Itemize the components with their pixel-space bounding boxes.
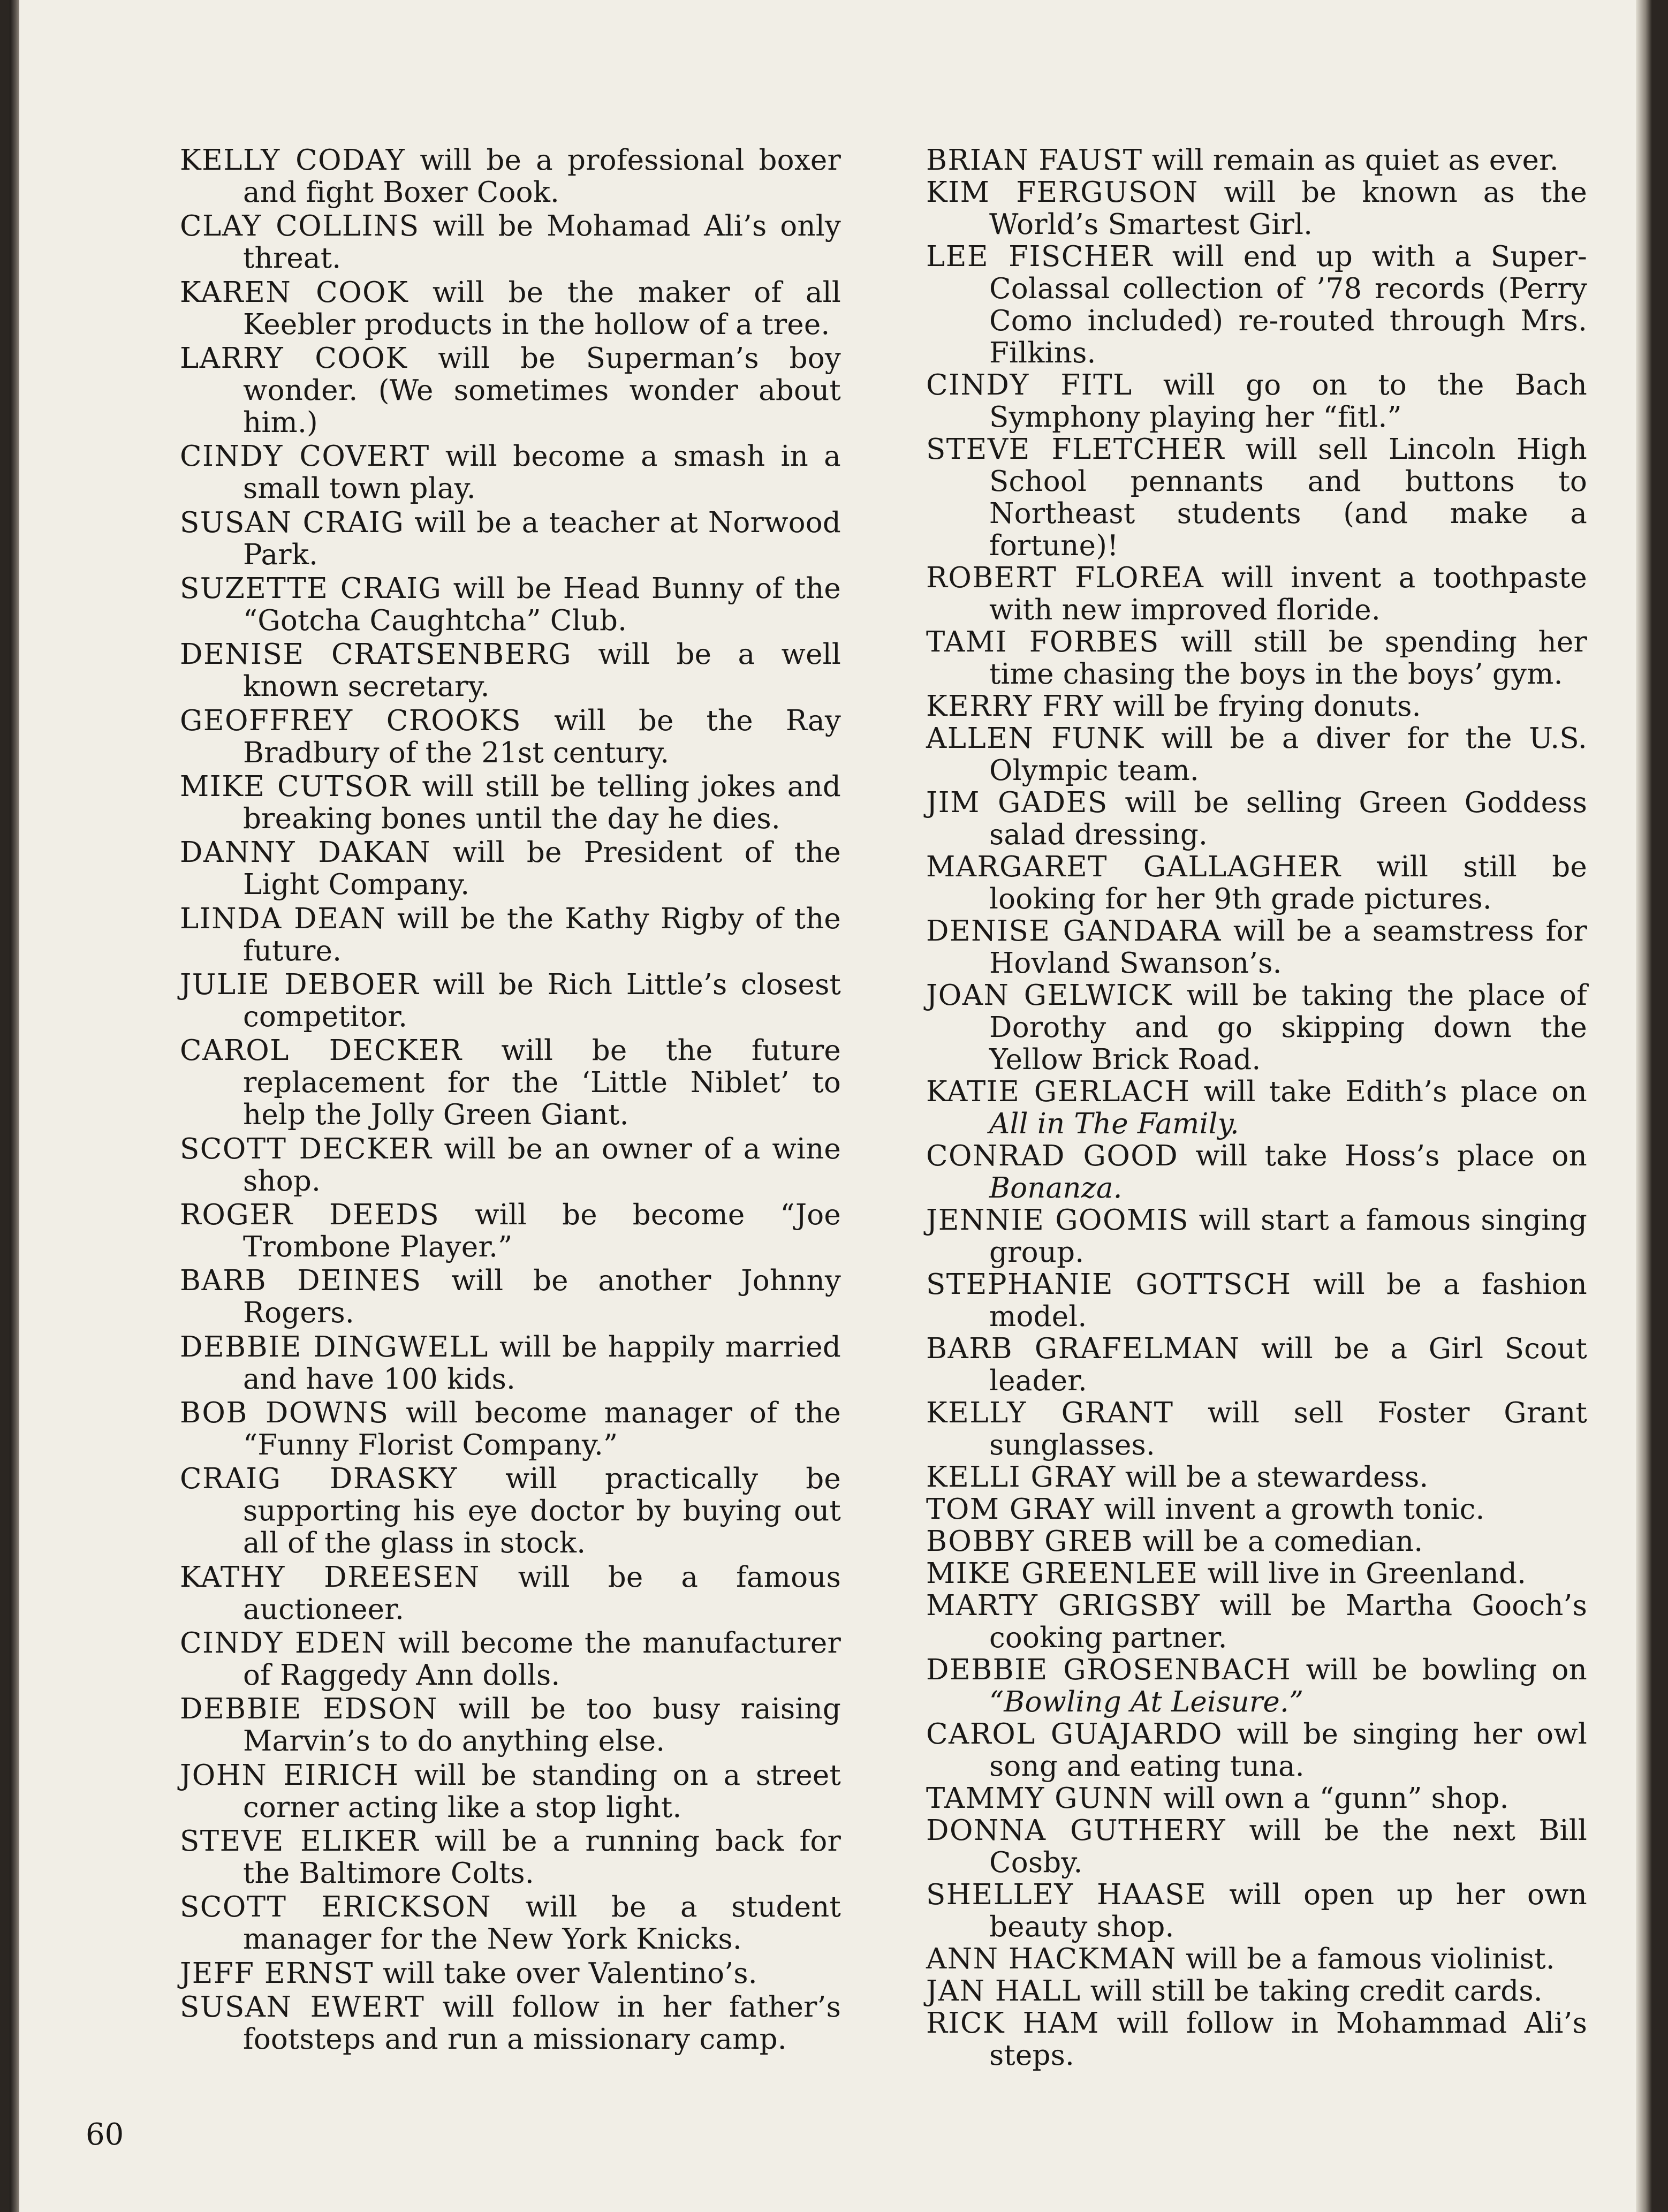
prophecy-text: will be Superman’s boy wonder. (We sometimes wonder about him.)	[243, 342, 841, 439]
student-name: DONNA GUTHERY	[926, 1814, 1226, 1847]
student-name: KELLI GRAY	[926, 1461, 1116, 1494]
prophecy-text: will be another Johnny Rogers.	[243, 1264, 841, 1330]
student-name: KIM FERGUSON	[926, 176, 1199, 209]
page-right-edge	[1636, 0, 1652, 2212]
student-name: BARB DEINES	[180, 1264, 422, 1298]
left-column	[180, 145, 841, 2056]
prophecy-entry	[180, 903, 841, 967]
prophecy-text: will be happily married and have 100 kids.	[243, 1330, 841, 1396]
student-name: GEOFFREY CROOKS	[180, 704, 522, 737]
prophecy-entry	[926, 1269, 1587, 1333]
student-name: SUZETTE CRAIG	[180, 572, 442, 605]
prophecy-entry	[926, 562, 1587, 626]
prophecy-text: will be frying donuts.	[1112, 690, 1421, 723]
student-name: CLAY COLLINS	[180, 210, 420, 243]
prophecy-text: will be the Ray Bradbury of the 21st century.	[243, 704, 841, 769]
student-name: ALLEN FUNK	[926, 722, 1144, 755]
prophecy-text: will still be spending her time chasing the boys in the boys’ gym.	[989, 626, 1587, 691]
prophecy-text: will be singing her owl song and eating tuna.	[989, 1718, 1587, 1783]
prophecy-entry	[180, 705, 841, 769]
prophecy-text: will still be taking credit cards.	[1090, 1975, 1543, 2008]
prophecy-entry	[926, 1975, 1587, 2008]
prophecy-text: will sell Lincoln High School pennants and buttons to Northeast students (and make a fortune)!	[989, 433, 1587, 562]
student-name: SUSAN CRAIG	[180, 506, 405, 539]
prophecy-entry	[926, 1718, 1587, 1783]
prophecy-text: will be a running back for the Baltimore Colts.	[243, 1824, 841, 1890]
show-title: All in The Family.	[989, 1108, 1239, 1140]
student-name: TAMMY GUNN	[926, 1782, 1154, 1815]
student-name: MIKE GREENLEE	[926, 1557, 1199, 1590]
prophecy-text: will be a famous auctioneer.	[243, 1560, 841, 1626]
right-column	[926, 145, 1587, 2072]
prophecy-text: will take Hoss’s place on	[1195, 1140, 1587, 1172]
prophecy-text: will be the maker of all Keebler products in the hollow of a tree.	[243, 276, 841, 341]
student-name: MARGARET GALLAGHER	[926, 851, 1341, 883]
prophecy-entry	[926, 723, 1587, 787]
prophecy-entry	[180, 1265, 841, 1329]
prophecy-text: will be Head Bunny of the “Gotcha Caughtcha” Club.	[243, 572, 841, 637]
student-name: JAN HALL	[926, 1975, 1081, 2008]
student-name: DENISE CRATSENBERG	[180, 638, 572, 671]
student-name: STEVE ELIKER	[180, 1824, 420, 1858]
prophecy-text: will be Mohamad Ali’s only threat.	[243, 210, 841, 275]
prophecy-entry	[180, 1463, 841, 1559]
prophecy-text: will follow in Mohammad Ali’s steps.	[989, 2007, 1587, 2072]
prophecy-entry	[926, 2008, 1587, 2072]
prophecy-text: will be a famous violinist.	[1186, 1943, 1555, 1975]
student-name: SCOTT ERICKSON	[180, 1891, 492, 1924]
student-name: JULIE DEBOER	[180, 968, 420, 1001]
prophecy-entry	[926, 1333, 1587, 1397]
student-name: DANNY DAKAN	[180, 836, 431, 869]
student-name: CAROL GUAJARDO	[926, 1718, 1223, 1751]
prophecy-entry	[926, 1943, 1587, 1975]
prophecy-entry	[180, 507, 841, 571]
prophecy-entry	[926, 1558, 1587, 1590]
student-name: DEBBIE EDSON	[180, 1693, 438, 1726]
prophecy-text: will be taking the place of Dorothy and go skipping down the Yellow Brick Road.	[989, 979, 1587, 1076]
prophecy-entry	[926, 177, 1587, 241]
prophecy-text: will invent a growth tonic.	[1104, 1493, 1485, 1526]
prophecy-text: will take over Valentino’s.	[383, 1957, 757, 1990]
prophecy-text: will practically be supporting his eye doctor by buying out all of the glass in stock.	[243, 1463, 841, 1560]
prophecy-entry	[926, 1526, 1587, 1558]
prophecy-text: will be a fashion model.	[989, 1268, 1587, 1333]
student-name: KATIE GERLACH	[926, 1075, 1191, 1108]
yearbook-page	[10, 0, 1652, 2212]
prophecy-entry	[180, 441, 841, 505]
prophecy-text: will be the Kathy Rigby of the future.	[243, 902, 841, 967]
prophecy-text: will be known as the World’s Smartest Girl.	[989, 176, 1587, 241]
show-title: Bonanza.	[989, 1172, 1123, 1205]
student-name: CRAIG DRASKY	[180, 1463, 458, 1496]
page-binding-edge	[10, 0, 19, 2212]
student-name: CONRAD GOOD	[926, 1140, 1179, 1172]
student-name: LARRY COOK	[180, 342, 408, 375]
prophecy-text: will be a seamstress for Hovland Swanson’s.	[989, 915, 1587, 980]
student-name: TOM GRAY	[926, 1493, 1095, 1526]
student-name: JEFF ERNST	[180, 1957, 374, 1990]
prophecy-entry	[180, 1760, 841, 1824]
prophecy-text: will be the next Bill Cosby.	[989, 1814, 1588, 1879]
prophecy-entry	[180, 1891, 841, 1956]
prophecy-entry	[926, 915, 1587, 980]
prophecy-entry	[180, 771, 841, 835]
student-name: JIM GADES	[926, 786, 1108, 819]
student-name: LINDA DEAN	[180, 902, 386, 935]
prophecy-text: will be a teacher at Norwood Park.	[243, 506, 841, 571]
student-name: BOB DOWNS	[180, 1396, 389, 1429]
prophecy-entry	[926, 1076, 1587, 1140]
prophecy-text: will start a famous singing group.	[989, 1204, 1587, 1269]
prophecy-text: will invent a toothpaste with new improved floride.	[989, 562, 1587, 626]
prophecy-text: will be standing on a street corner acting like a stop light.	[243, 1759, 841, 1824]
student-name: TAMI FORBES	[926, 626, 1159, 658]
prophecy-text: will become the manufacturer of Raggedy Ann dolls.	[243, 1626, 841, 1692]
prophecy-text: will be the future replacement for the ‘Little Niblet’ to help the Jolly Green Giant.	[243, 1034, 841, 1132]
prophecy-text: will be an owner of a wine shop.	[243, 1132, 841, 1198]
prophecy-entry	[180, 145, 841, 209]
prophecy-text: will own a “gunn” shop.	[1163, 1782, 1509, 1815]
prophecy-text: will be a Girl Scout leader.	[989, 1332, 1587, 1397]
prophecy-text: will be a diver for the U.S. Olympic team.	[989, 722, 1587, 787]
prophecy-text: will end up with a Super-Colassal collection of ’78 records (Perry Como included) re-routed through Mrs. Filkins.	[989, 240, 1587, 369]
prophecy-entry	[926, 1140, 1587, 1205]
student-name: ANN HACKMAN	[926, 1943, 1177, 1975]
student-name: CINDY EDEN	[180, 1626, 388, 1660]
student-name: DEBBIE GROSENBACH	[926, 1654, 1292, 1686]
student-name: MARTY GRIGSBY	[926, 1589, 1201, 1622]
prophecy-text: will sell Foster Grant sunglasses.	[989, 1397, 1587, 1461]
prophecy-text: will still be looking for her 9th grade pictures.	[989, 851, 1587, 915]
student-name: CAROL DECKER	[180, 1034, 463, 1067]
prophecy-entry	[926, 1590, 1587, 1654]
prophecy-text: will live in Greenland.	[1207, 1557, 1527, 1590]
prophecy-entry	[180, 1035, 841, 1131]
prophecy-entry	[926, 1461, 1587, 1494]
student-name: CINDY FITL	[926, 369, 1133, 402]
prophecy-text: will be a professional boxer and fight Boxer Cook.	[243, 144, 841, 209]
student-name: LEE FISCHER	[926, 240, 1154, 273]
prophecy-entry	[180, 1133, 841, 1198]
prophecy-entry	[926, 787, 1587, 851]
prophecy-entry	[926, 369, 1587, 434]
student-name: JOHN EIRICH	[180, 1759, 399, 1792]
prophecy-entry	[180, 343, 841, 439]
prophecy-entry	[926, 691, 1587, 723]
prophecy-text: will be President of the Light Company.	[243, 836, 841, 902]
prophecy-text: will remain as quiet as ever.	[1151, 144, 1559, 177]
student-name: SHELLEY HAASE	[926, 1878, 1207, 1911]
prophecy-entry	[180, 837, 841, 901]
student-name: KATHY DREESEN	[180, 1560, 480, 1594]
prophecy-text: will be a well known secretary.	[243, 638, 841, 703]
student-name: DEBBIE DINGWELL	[180, 1330, 489, 1363]
prophecy-entry	[180, 277, 841, 341]
student-name: JENNIE GOOMIS	[926, 1204, 1189, 1237]
prophecy-text: will still be telling jokes and breaking bones until the day he dies.	[243, 770, 841, 835]
prophecy-entry	[926, 241, 1587, 369]
prophecy-entry	[926, 626, 1587, 691]
prophecy-entry	[926, 851, 1587, 915]
prophecy-text: will go on to the Bach Symphony playing her “fitl.”	[989, 369, 1587, 434]
prophecy-text: will be Martha Gooch’s cooking partner.	[989, 1589, 1587, 1654]
page-number: 60	[86, 2117, 124, 2152]
prophecy-entry	[926, 434, 1587, 562]
prophecy-text: will be selling Green Goddess salad dressing.	[989, 786, 1587, 851]
prophecy-entry	[926, 1494, 1587, 1526]
student-name: MIKE CUTSOR	[180, 770, 411, 803]
prophecy-text: will take Edith’s place on	[1203, 1075, 1587, 1108]
student-name: BARB GRAFELMAN	[926, 1332, 1240, 1365]
prophecy-entry	[926, 1783, 1587, 1815]
student-name: SCOTT DECKER	[180, 1132, 433, 1165]
student-name: JOAN GELWICK	[926, 979, 1173, 1012]
prophecy-entry	[180, 1991, 841, 2056]
prophecy-entry	[926, 1879, 1587, 1943]
prophecy-text: will follow in her father’s footsteps and run a missionary camp.	[243, 1990, 841, 2056]
student-name: ROBERT FLOREA	[926, 562, 1204, 594]
student-name: SUSAN EWERT	[180, 1990, 425, 2024]
student-name: BRIAN FAUST	[926, 144, 1143, 177]
prophecy-text: will be Rich Little’s closest competitor.	[243, 968, 841, 1033]
prophecy-text: will be bowling on	[1306, 1654, 1587, 1686]
student-name: KELLY CODAY	[180, 144, 406, 177]
student-name: KERRY FRY	[926, 690, 1104, 723]
prophecy-entry	[180, 1958, 841, 1990]
student-name: CINDY COVERT	[180, 440, 430, 473]
prophecy-entry	[180, 969, 841, 1033]
prophecy-text: will be become “Joe Trombone Player.”	[243, 1198, 841, 1263]
prophecy-entry	[926, 1815, 1587, 1879]
prophecy-text: will be a stewardess.	[1125, 1461, 1429, 1494]
prophecy-text: will become a smash in a small town play.	[243, 440, 841, 505]
student-name: STEVE FLETCHER	[926, 433, 1225, 466]
prophecy-entry	[180, 1331, 841, 1396]
prophecy-entry	[180, 210, 841, 275]
student-name: STEPHANIE GOTTSCH	[926, 1268, 1292, 1301]
student-name: BOBBY GREB	[926, 1525, 1134, 1558]
prophecy-entry	[926, 1205, 1587, 1269]
prophecy-entry	[180, 639, 841, 703]
prophecy-entry	[180, 1199, 841, 1263]
student-name: DENISE GANDARA	[926, 915, 1222, 948]
prophecy-text: will become manager of the “Funny Florist Company.”	[243, 1396, 841, 1461]
prophecy-text: will be a student manager for the New York Knicks.	[243, 1891, 841, 1956]
prophecy-entry	[926, 1397, 1587, 1461]
prophecy-entry	[926, 980, 1587, 1076]
prophecy-entry	[926, 145, 1587, 177]
prophecy-entry	[180, 1397, 841, 1461]
student-name: KELLY GRANT	[926, 1397, 1174, 1429]
prophecy-entry	[180, 1627, 841, 1692]
prophecy-text: will be a comedian.	[1142, 1525, 1423, 1558]
prophecy-entry	[180, 1693, 841, 1758]
prophecy-entry	[926, 1654, 1587, 1718]
show-title: “Bowling At Leisure.”	[989, 1686, 1304, 1718]
prophecy-entry	[180, 1825, 841, 1890]
student-name: RICK HAM	[926, 2007, 1100, 2040]
student-name: ROGER DEEDS	[180, 1198, 440, 1231]
prophecy-text: will be too busy raising Marvin’s to do anything else.	[243, 1693, 841, 1758]
prophecy-entry	[180, 573, 841, 637]
prophecy-text: will open up her own beauty shop.	[989, 1878, 1587, 1943]
prophecy-entry	[180, 1562, 841, 1626]
student-name: KAREN COOK	[180, 276, 409, 309]
